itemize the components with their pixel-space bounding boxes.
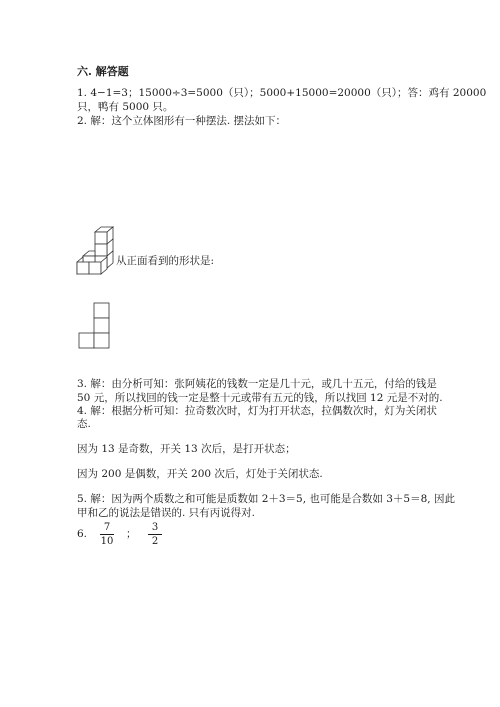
fraction-bar <box>100 534 114 535</box>
q6-fraction-2 <box>148 522 162 547</box>
q5-line1: 5. 解：因为两个质数之和可能是质数如 2＋3＝5, 也可能是合数如 3＋5＝8, 因此 <box>77 493 455 505</box>
fraction-bar <box>148 534 162 535</box>
q2-front-label: 从正面看到的形状是: <box>116 255 215 267</box>
q6-label: 6. <box>77 528 88 540</box>
q1-line1: 1. 4−1=3；15000÷3=5000（只）；5000+15000=20000（只）；答：鸡有 20000 <box>77 87 487 99</box>
q1-line2: 只，鸭有 5000 只。 <box>77 101 174 113</box>
front-view-figure <box>77 302 111 350</box>
q4-line2: 态. <box>77 418 91 430</box>
q6-fraction-1-numerator: 7 <box>103 522 111 533</box>
q6-fraction-1 <box>100 522 114 547</box>
q4-line4: 因为 200 是偶数，开关 200 次后，灯处于关闭状态. <box>77 468 323 480</box>
q4-line1: 4. 解：根据分析可知：拉奇数次时，灯为打开状态，拉偶数次时，灯为关闭状 <box>77 405 437 417</box>
q4-line3: 因为 13 是奇数，开关 13 次后，是打开状态； <box>77 443 296 455</box>
q2-line1: 2. 解：这个立体图形有一种摆法. 摆法如下： <box>77 115 287 127</box>
q6-separator: ； <box>126 528 137 540</box>
q6-fraction-2-numerator: 3 <box>151 522 159 533</box>
q6-fraction-2-denominator: 2 <box>151 536 159 547</box>
section-title: 六. 解答题 <box>77 65 129 78</box>
cube-stack-3d-figure <box>75 226 115 278</box>
q5-line2: 甲和乙的说法是错误的. 只有丙说得对. <box>77 507 256 519</box>
q3-line2: 50 元，所以找回的钱一定是整十元或带有五元的钱，所以找回 12 元是不对的. <box>77 392 443 404</box>
q6-fraction-1-denominator: 10 <box>100 536 114 547</box>
q3-line1: 3. 解：由分析可知：张阿姨花的钱数一定是几十元，或几十五元，付给的钱是 <box>77 378 437 390</box>
